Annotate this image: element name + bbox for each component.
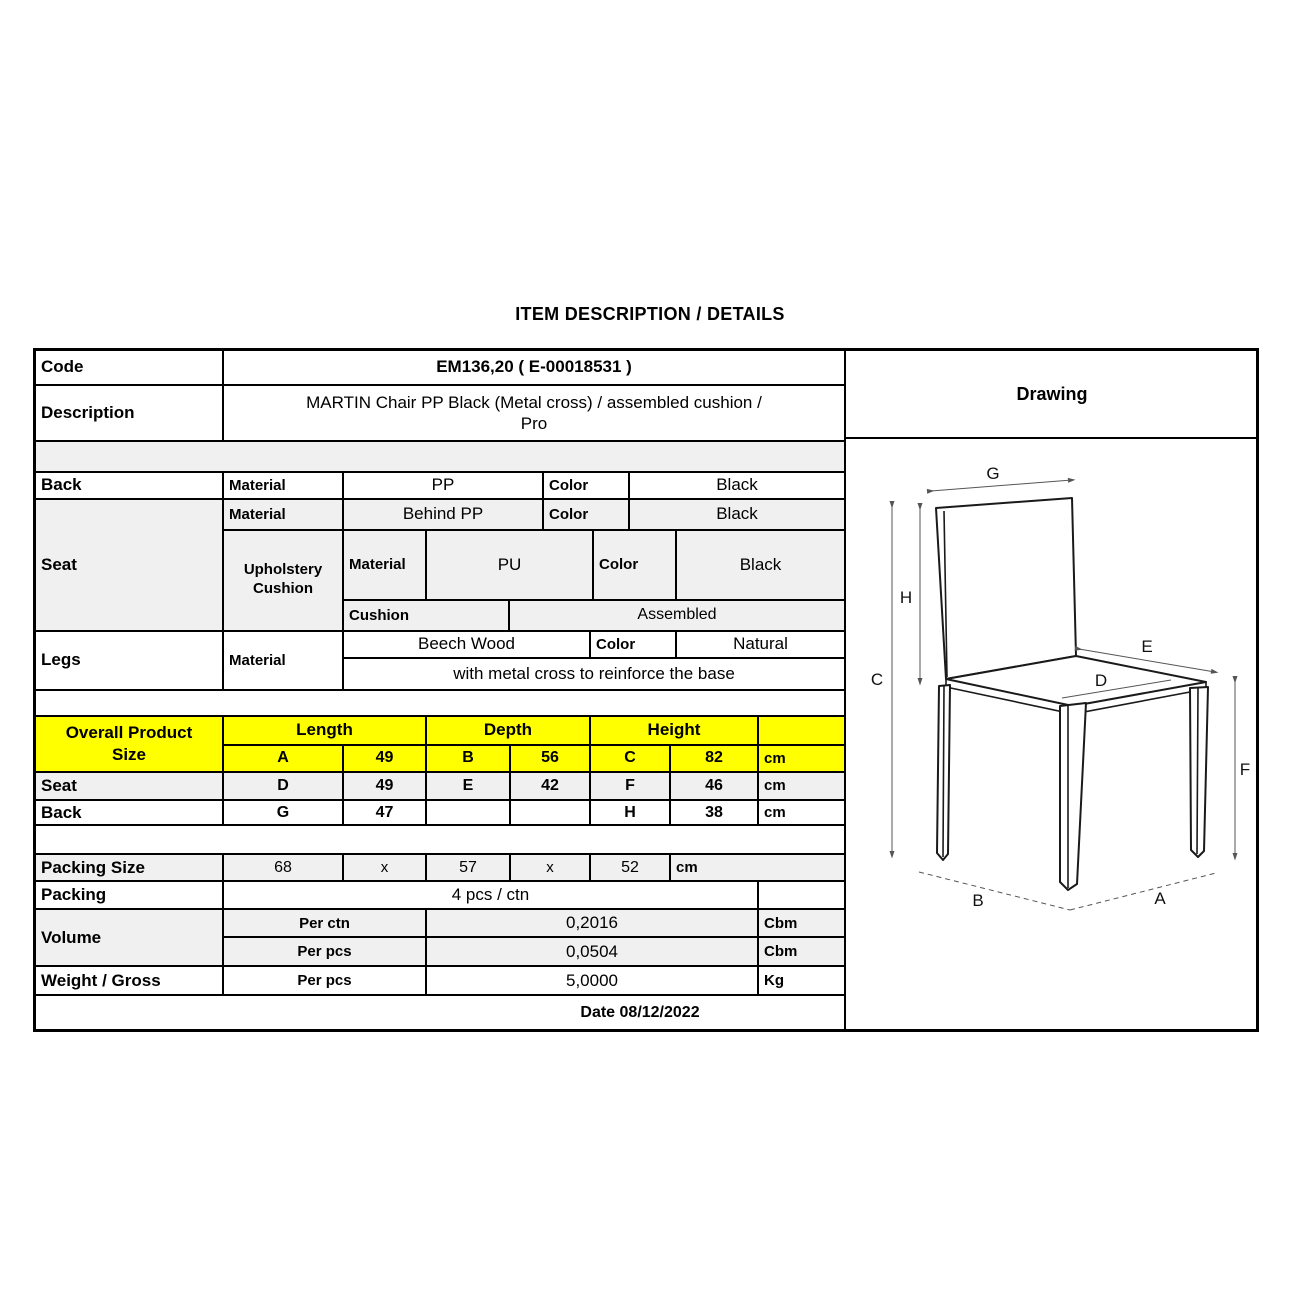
dimension-header-row [224, 717, 844, 746]
seat-upholstery-row [344, 531, 844, 601]
seat-dimensions-row: Seat D 49 E 42 F 46 cm [36, 773, 844, 802]
spacer-row-3 [36, 826, 844, 855]
depth-header: Depth [427, 717, 591, 746]
seat-behind-material-value: Behind PP [344, 500, 544, 531]
seat-behind-row [224, 500, 844, 531]
seat-upholstery-material-label: Material [344, 531, 427, 601]
legs-material-value: Beech Wood [344, 632, 591, 659]
page-title: ITEM DESCRIPTION / DETAILS [515, 304, 785, 324]
date-row [36, 996, 844, 1029]
description-line2: Pro [520, 413, 548, 433]
packing-row: Packing 4 pcs / ctn [36, 882, 844, 910]
dim-label-e: E [1141, 637, 1153, 656]
legs-band [36, 632, 844, 691]
overall-size-label: Overall Product Size [36, 717, 224, 773]
date-value: Date 08/12/2022 [36, 996, 844, 1029]
volume-label: Volume [36, 910, 224, 967]
back-material-label: Material [224, 473, 344, 500]
seat-upholstery-color-value: Black [677, 531, 844, 601]
dim-label-d: D [1094, 671, 1108, 690]
dim-line-g [931, 480, 1072, 491]
seat-cushion-value: Assembled [510, 601, 844, 632]
dim-line-a [1070, 873, 1216, 910]
seat-upholstery-color-label: Color [594, 531, 677, 601]
seat-cushion-row [344, 601, 844, 632]
seat-band [36, 500, 844, 632]
chair-backrest [936, 498, 1076, 679]
seat-upholstery-label: Upholstery Cushion [224, 531, 344, 632]
seat-cushion-label: Cushion [344, 601, 510, 632]
overall-values-row: A 49 B 56 C 82 cm [224, 746, 844, 773]
spec-table-left [36, 351, 844, 1029]
packing-size-row: Packing Size 68 x 57 x 52 cm [36, 855, 844, 882]
overall-size-band [36, 717, 844, 773]
dim-label-f: F [1239, 760, 1251, 779]
spacer-row-1 [36, 442, 844, 473]
drawing-title: Drawing [846, 351, 1258, 439]
description-value [224, 386, 844, 442]
dim-line-b [919, 872, 1070, 910]
legs-material-row [344, 632, 844, 659]
legs-note-row [344, 659, 844, 691]
volume-per-pcs-row: Per pcs 0,0504 Cbm [224, 938, 844, 967]
spec-table [33, 348, 1259, 1032]
description-line1: MARTIN Chair PP Black (Metal cross) / assembled cushion / [306, 392, 762, 412]
back-row [36, 473, 844, 500]
chair-drawing [846, 439, 1258, 1024]
description-label: Description [36, 386, 224, 442]
dim-label-a: A [1154, 889, 1166, 908]
seat-behind-color-value: Black [630, 500, 844, 531]
dim-label-g: G [986, 464, 1000, 483]
code-value: EM136,20 ( E-00018531 ) [224, 351, 844, 386]
back-color-label: Color [544, 473, 630, 500]
legs-color-label: Color [591, 632, 677, 659]
legs-material-label: Material [224, 632, 344, 691]
description-row [36, 386, 844, 442]
weight-row: Weight / Gross Per pcs 5,0000 Kg [36, 967, 844, 996]
dim-label-b: B [972, 891, 984, 910]
volume-band [36, 910, 844, 967]
back-label: Back [36, 473, 224, 500]
legs-label: Legs [36, 632, 224, 691]
legs-note: with metal cross to reinforce the base [344, 659, 844, 691]
back-dimensions-row: Back G 47 H 38 cm [36, 801, 844, 826]
spacer-row-2 [36, 691, 844, 717]
drawing-area [846, 439, 1258, 1029]
back-material-value: PP [344, 473, 544, 500]
packing-value: 4 pcs / ctn [224, 882, 759, 910]
back-color-value: Black [630, 473, 844, 500]
legs-color-value: Natural [677, 632, 844, 659]
length-header: Length [224, 717, 427, 746]
chair-leg-front [1060, 703, 1086, 890]
seat-behind-material-label: Material [224, 500, 344, 531]
dim-label-c: C [870, 670, 884, 689]
seat-behind-color-label: Color [544, 500, 630, 531]
code-label: Code [36, 351, 224, 386]
height-header: Height [591, 717, 759, 746]
dim-label-h: H [899, 588, 913, 607]
drawing-panel [844, 351, 1258, 1029]
seat-label: Seat [36, 500, 224, 632]
volume-per-ctn-row: Per ctn 0,2016 Cbm [224, 910, 844, 938]
code-row [36, 351, 844, 386]
seat-upholstery-material-value: PU [427, 531, 594, 601]
chair-leg-right [1190, 687, 1208, 857]
